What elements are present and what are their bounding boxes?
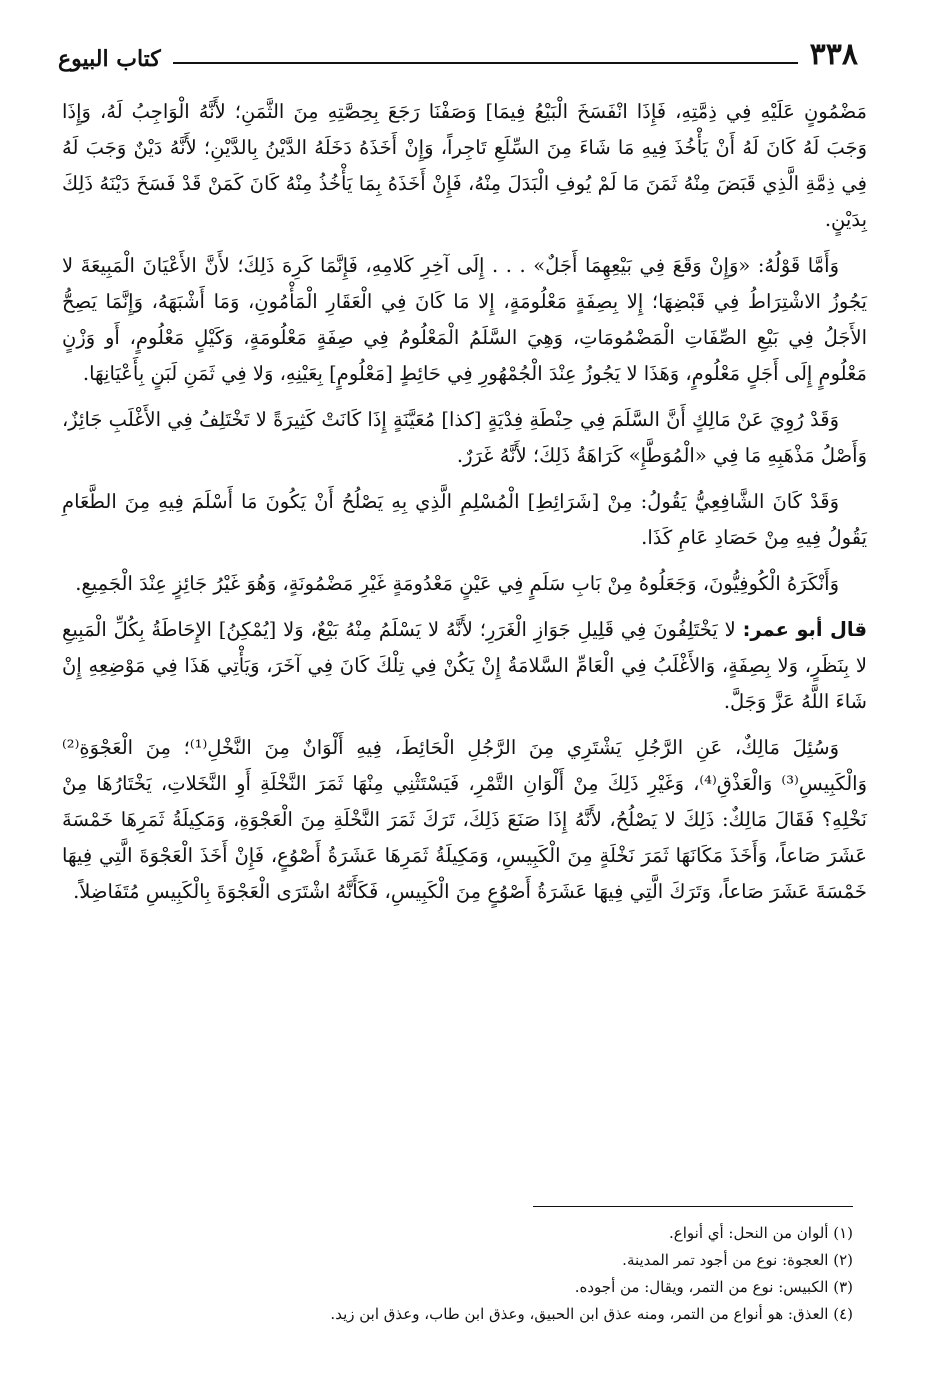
book-title: كتاب البيوع: [58, 46, 161, 72]
speaker-label: قال أبو عمر:: [742, 618, 867, 641]
paragraph-text: مَضْمُونٍ عَلَيْهِ فِي ذِمَّتِهِ، فَإِذَا انْفَسَخَ الْبَيْعُ فِيمَا] وَصَفْنَا رَجَعَ بِحِصَّتِهِ مِنَ الثَّمَنِ؛ لأَنَّهُ الْوَاجِبُ لَهُ، وَإِذَا وَجَبَ لَهُ كَانَ لَهُ أَنْ يَأْخُذَ فِيهِ مَا شَاءَ مِنَ السِّلَعِ تَاجِراً، وَإِنْ أَخَذَهُ دَخَلَهُ الدَّيْنُ بِالدَّيْنِ؛ لأَنَّهُ دَيْنٌ وَجَبَ لَهُ فِي ذِمَّةِ الَّذِي قَبَضَ مِنْهُ ثَمَنَ مَا لَمْ يُوفِ الْبَدَلَ مِنْهُ، فَإِنْ أَخَذَهُ بِمَا يَأْخُذُ مِنْهُ كَانَ كَمَنْ قَدْ فَسَخَ دَيْنَهُ ذَلِكَ بِدَيْنٍ.: [62, 100, 867, 231]
page-header: [58, 30, 858, 70]
footnote: (٢) العجوة: نوع من أجود تمر المدينة.: [622, 1251, 853, 1269]
paragraph: [62, 612, 867, 720]
paragraph: [62, 94, 867, 238]
paragraph-text: وَقَدْ رُوِيَ عَنْ مَالِكٍ أَنَّ السَّلَمَ فِي حِنْطَةِ فِدْيَةٍ [كذا] مُعَيَّنَةٍ إِذَا كَانَتْ كَثِيرَةً لا تَخْتَلِفُ فِي الأَغْلَبِ جَائِزٌ، وَأَصْلُ مَذْهَبِهِ مَا فِي «الْمُوَطَّإِ» كَرَاهَةُ ذَلِكَ؛ لأَنَّهُ غَرَرٌ.: [62, 408, 867, 467]
main-text: [62, 94, 867, 920]
footnote: (٣) الكبيس: نوع من التمر، ويقال: من أجوده.: [574, 1278, 853, 1296]
footnote: (١) ألوان من النحل: أي أنواع.: [669, 1224, 853, 1242]
header-rule: [173, 62, 798, 64]
paragraph-text: لا يَخْتَلِفُونَ فِي قَلِيلِ جَوَازِ الْغَرَرِ؛ لأَنَّهُ لا يَسْلَمُ مِنْهُ بَيْعٌ، وَلا [يُمْكِنُ] الإِحَاطَةُ بِكُلِّ الْمَبِيعِ لا بِنَظَرٍ، وَلا بِصِفَةٍ، وَالأَغْلَبُ فِي الْعَامِّ السَّلامَةُ إِنْ يَكُنْ فِي تِلْكَ كَانَ فِي آخَرَ، وَيَأْتِي هَذَا فِي مَوْضِعِهِ إِنْ شَاءَ اللَّهُ عَزَّ وَجَلَّ.: [62, 618, 867, 713]
page-number: ٣٣٨: [809, 37, 858, 72]
paragraph: [62, 402, 867, 474]
paragraph: [62, 730, 867, 910]
paragraph: [62, 484, 867, 556]
paragraph-text: وَقَدْ كَانَ الشَّافِعِيُّ يَقُولُ: مِنْ [شَرَائِطِ] الْمُسْلِمِ الَّذِي بِهِ يَصْلُحُ أَنْ يَكُونَ مَا أَسْلَمَ فِيهِ مِنَ الطَّعَامِ يَقُولُ فِيهِ مِنْ حَصَادِ عَامِ كَذَا.: [62, 490, 867, 549]
paragraph-text: وَأَنْكَرَهُ الْكُوفِيُّونَ، وَجَعَلُوهُ مِنْ بَابِ سَلَمٍ فِي عَيْنٍ مَعْدُومَةٍ غَيْرِ مَضْمُونَةٍ، وَهُوَ غَيْرُ جَائِزٍ عِنْدَ الْجَمِيعِ.: [75, 572, 839, 595]
footnote-rule: [533, 1206, 853, 1207]
paragraph-text: وَأَمَّا قَوْلُهُ: «وَإِنْ وَقَعَ فِي بَيْعِهِمَا أَجَلٌ» . . . إِلَى آخِرِ كَلامِهِ، فَإِنَّمَا كَرِهَ ذَلِكَ؛ لأَنَّ الأَعْيَانَ الْمَبِيعَةَ لا يَجُوزُ الاشْتِرَاطُ فِي قَبْضِهَا؛ إِلا بِصِفَةٍ مَعْلُومَةٍ، إِلا مَا كَانَ فِي الْعَقَارِ الْمَأْمُونِ، وَمَا أَشْبَهَهُ، وَإِنَّمَا يَصِحُّ الأَجَلُ فِي بَيْعِ الصِّفَاتِ الْمَضْمُومَاتِ، وَهِيَ السَّلَمُ الْمَعْلُومُ فِي صِفَةٍ مَعْلُومَةٍ، وَكَيْلٍ مَعْلُومٍ، أَو وَزْنٍ مَعْلُومٍ إِلَى أَجَلٍ مَعْلُومٍ، وَهَذَا لا يَجُوزُ عِنْدَ الْجُمْهُورِ فِي حَائِطٍ [مَعْلُومٍ] بِعَيْنِهِ، وَلا فِي ثَمَنِ لَبَنٍ بِأَعْيَانِهَا.: [62, 254, 867, 385]
paragraph: [62, 566, 867, 602]
paragraph: [62, 248, 867, 392]
footnotes: [80, 1220, 853, 1328]
paragraph-text: وَسُئِلَ مَالِكٌ، عَنِ الرَّجُلِ يَشْتَرِي مِنَ الرَّجُلِ الْحَائِطَ، فِيهِ أَلْوَانٌ مِنَ النَّخْلِ⁽¹⁾؛ مِنَ الْعَجْوَةِ⁽²⁾ وَالْكَبِيسِ⁽³⁾ وَالْعَذْقِ⁽⁴⁾، وَغَيْرِ ذَلِكَ مِنْ أَلْوَانِ التَّمْرِ، فَيَسْتَثْنِي مِنْهَا ثَمَرَ النَّخْلَةِ أَوِ النَّخَلاتِ، يَخْتَارُهَا مِنْ نَخْلِهِ؟ فَقَالَ مَالِكٌ: ذَلِكَ لا يَصْلُحُ، لأَنَّهُ إِذَا صَنَعَ ذَلِكَ، تَرَكَ ثَمَرَ النَّخْلَةِ مِنَ الْعَجْوَةِ، وَمَكِيلَةُ ثَمَرِهَا خَمْسَةَ عَشَرَ صَاعاً، وَأَخَذَ مَكَانَهَا ثَمَرَ نَخْلَةٍ مِنَ الْكَبِيسِ، وَمَكِيلَةُ ثَمَرِهَا عَشَرَةُ أَصْوُعٍ، فَإِنْ أَخَذَ الْعَجْوَةَ الَّتِي فِيهَا خَمْسَةَ عَشَرَ صَاعاً، وَتَرَكَ الَّتِي فِيهَا عَشَرَةُ أَصْوُعٍ مِنَ الْكَبِيسِ، فَكَأَنَّهُ اشْتَرَى الْعَجْوَةَ بِالْكَبِيسِ مُتَفَاضِلاً.: [62, 736, 868, 903]
footnote: (٤) العذق: هو أنواع من التمر، ومنه عذق ابن الحبيق، وعذق ابن طاب، وعذق ابن زيد.: [330, 1305, 853, 1323]
